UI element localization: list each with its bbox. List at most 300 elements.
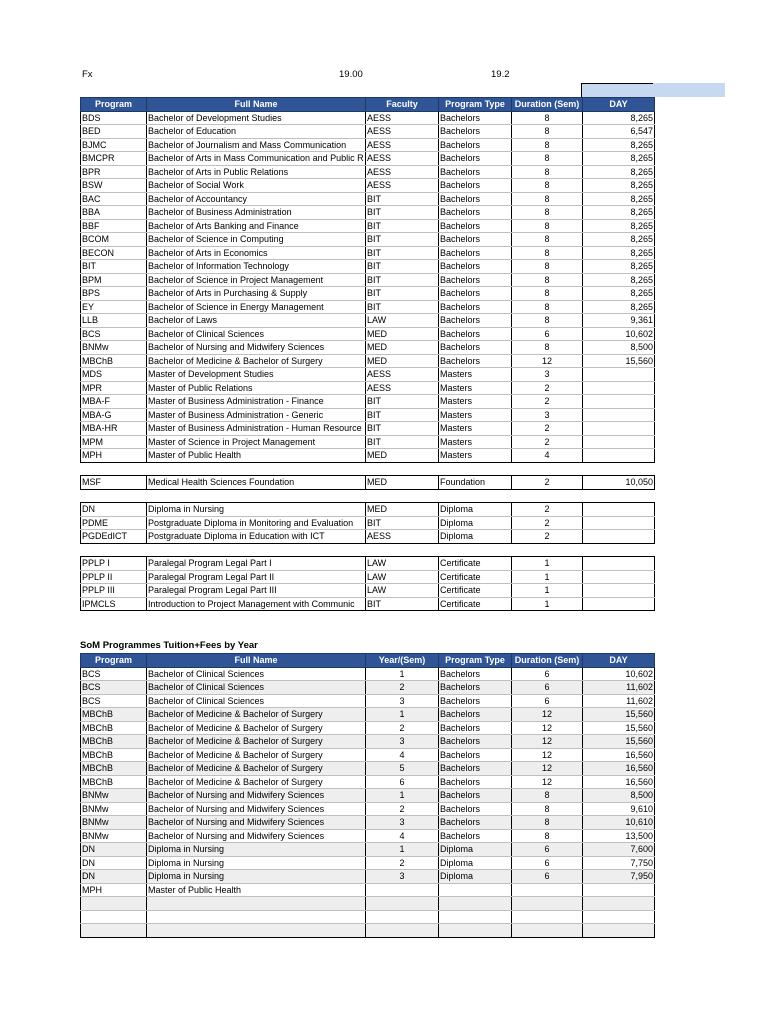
- cell-day-fee[interactable]: [583, 516, 655, 530]
- cell-program-code[interactable]: MBChB: [81, 708, 147, 722]
- cell-day-fee[interactable]: 15,560: [583, 721, 655, 735]
- cell-duration[interactable]: 12: [512, 775, 583, 789]
- cell-duration[interactable]: 1: [512, 557, 583, 571]
- cell-program-code[interactable]: MPM: [81, 435, 147, 449]
- programs-header-program-type[interactable]: Program Type: [439, 98, 512, 112]
- cell-day-fee[interactable]: 13,500: [583, 829, 655, 843]
- cell-program-type[interactable]: Bachelors: [439, 802, 512, 816]
- cell-col3[interactable]: [366, 883, 439, 897]
- cell-full-name[interactable]: Bachelor of Arts in Public Relations: [147, 165, 366, 179]
- cell-full-name[interactable]: Introduction to Project Management with Communic: [147, 597, 366, 611]
- cell-day-fee[interactable]: 7,600: [583, 843, 655, 857]
- cell-col3[interactable]: 1: [366, 843, 439, 857]
- som-header-col3[interactable]: Year/(Sem): [366, 654, 439, 668]
- som-header-duration[interactable]: Duration (Sem): [512, 654, 583, 668]
- cell-day-fee[interactable]: [583, 422, 655, 436]
- cell-full-name[interactable]: Diploma in Nursing: [147, 843, 366, 857]
- cell-program-code[interactable]: MBChB: [81, 354, 147, 368]
- cell-program-code[interactable]: MPH: [81, 883, 147, 897]
- fx-rate-1[interactable]: 19.00: [339, 69, 363, 80]
- cell-duration[interactable]: 12: [512, 735, 583, 749]
- cell-col3[interactable]: BIT: [366, 300, 439, 314]
- cell-day-fee[interactable]: 8,265: [583, 152, 655, 166]
- cell-day-fee[interactable]: 9,361: [583, 314, 655, 328]
- cell-day-fee[interactable]: 8,265: [583, 165, 655, 179]
- cell-duration[interactable]: 12: [512, 748, 583, 762]
- cell-col3[interactable]: 3: [366, 816, 439, 830]
- cell-day-fee[interactable]: 8,265: [583, 219, 655, 233]
- cell-full-name[interactable]: Master of Public Relations: [147, 381, 366, 395]
- cell-duration[interactable]: 8: [512, 125, 583, 139]
- cell-program-code[interactable]: BBF: [81, 219, 147, 233]
- cell-full-name[interactable]: Bachelor of Social Work: [147, 179, 366, 193]
- cell-col3[interactable]: 2: [366, 721, 439, 735]
- cell-program-code[interactable]: BJMC: [81, 138, 147, 152]
- cell-program-code[interactable]: BCS: [81, 667, 147, 681]
- programs-header-col3[interactable]: Faculty: [366, 98, 439, 112]
- cell-program-type[interactable]: Bachelors: [439, 111, 512, 125]
- cell-col3[interactable]: AESS: [366, 111, 439, 125]
- cell-full-name[interactable]: Bachelor of Nursing and Midwifery Sciences: [147, 789, 366, 803]
- cell-duration[interactable]: 8: [512, 816, 583, 830]
- cell-col3[interactable]: BIT: [366, 395, 439, 409]
- cell-col3[interactable]: LAW: [366, 314, 439, 328]
- cell-full-name[interactable]: Bachelor of Medicine & Bachelor of Surgery: [147, 775, 366, 789]
- cell-program-code[interactable]: PPLP I: [81, 557, 147, 571]
- cell-duration[interactable]: 8: [512, 300, 583, 314]
- cell-col3[interactable]: MED: [366, 341, 439, 355]
- programs-header-program-code[interactable]: Program: [81, 98, 147, 112]
- cell-program-code[interactable]: DN: [81, 503, 147, 517]
- cell-col3[interactable]: 1: [366, 789, 439, 803]
- cell-duration[interactable]: 2: [512, 422, 583, 436]
- cell-program-code[interactable]: [81, 924, 147, 938]
- cell-program-type[interactable]: Masters: [439, 449, 512, 463]
- cell-program-code[interactable]: BAC: [81, 192, 147, 206]
- cell-program-code[interactable]: DN: [81, 843, 147, 857]
- cell-duration[interactable]: [512, 924, 583, 938]
- cell-col3[interactable]: 2: [366, 681, 439, 695]
- cell-duration[interactable]: 8: [512, 287, 583, 301]
- cell-program-type[interactable]: Bachelors: [439, 327, 512, 341]
- cell-day-fee[interactable]: [583, 570, 655, 584]
- cell-day-fee[interactable]: 15,560: [583, 354, 655, 368]
- cell-program-type[interactable]: Bachelors: [439, 762, 512, 776]
- cell-program-code[interactable]: PGDEdICT: [81, 530, 147, 544]
- cell-day-fee[interactable]: [583, 557, 655, 571]
- cell-program-type[interactable]: Bachelors: [439, 165, 512, 179]
- cell-program-type[interactable]: Diploma: [439, 530, 512, 544]
- cell-program-type[interactable]: Masters: [439, 408, 512, 422]
- cell-full-name[interactable]: Master of Public Health: [147, 883, 366, 897]
- cell-program-code[interactable]: MPH: [81, 449, 147, 463]
- cell-full-name[interactable]: Bachelor of Development Studies: [147, 111, 366, 125]
- cell-duration[interactable]: 12: [512, 721, 583, 735]
- cell-program-code[interactable]: BCS: [81, 327, 147, 341]
- cell-program-code[interactable]: MBA-G: [81, 408, 147, 422]
- cell-duration[interactable]: 6: [512, 843, 583, 857]
- cell-col3[interactable]: AESS: [366, 179, 439, 193]
- cell-col3[interactable]: BIT: [366, 260, 439, 274]
- cell-full-name[interactable]: Bachelor of Science in Computing: [147, 233, 366, 247]
- cell-duration[interactable]: 8: [512, 233, 583, 247]
- cell-day-fee[interactable]: [583, 910, 655, 924]
- cell-col3[interactable]: MED: [366, 354, 439, 368]
- cell-col3[interactable]: 1: [366, 708, 439, 722]
- cell-program-code[interactable]: PPLP II: [81, 570, 147, 584]
- cell-program-type[interactable]: Bachelors: [439, 300, 512, 314]
- cell-duration[interactable]: 8: [512, 138, 583, 152]
- cell-duration[interactable]: 6: [512, 681, 583, 695]
- cell-col3[interactable]: AESS: [366, 381, 439, 395]
- cell-program-code[interactable]: MBChB: [81, 748, 147, 762]
- cell-duration[interactable]: 3: [512, 368, 583, 382]
- cell-col3[interactable]: 4: [366, 829, 439, 843]
- cell-program-type[interactable]: Masters: [439, 395, 512, 409]
- cell-program-type[interactable]: Bachelors: [439, 125, 512, 139]
- cell-program-type[interactable]: Diploma: [439, 870, 512, 884]
- cell-col3[interactable]: LAW: [366, 570, 439, 584]
- cell-program-type[interactable]: Certificate: [439, 570, 512, 584]
- cell-day-fee[interactable]: 8,265: [583, 192, 655, 206]
- cell-program-type[interactable]: Masters: [439, 422, 512, 436]
- cell-duration[interactable]: 8: [512, 260, 583, 274]
- cell-duration[interactable]: 8: [512, 341, 583, 355]
- cell-full-name[interactable]: Postgraduate Diploma in Monitoring and Evaluation: [147, 516, 366, 530]
- cell-duration[interactable]: 6: [512, 856, 583, 870]
- cell-full-name[interactable]: Bachelor of Science in Project Management: [147, 273, 366, 287]
- cell-program-code[interactable]: MPR: [81, 381, 147, 395]
- cell-program-code[interactable]: LLB: [81, 314, 147, 328]
- cell-duration[interactable]: 8: [512, 152, 583, 166]
- cell-program-type[interactable]: Bachelors: [439, 341, 512, 355]
- cell-day-fee[interactable]: 8,265: [583, 111, 655, 125]
- cell-program-code[interactable]: BNMw: [81, 341, 147, 355]
- cell-day-fee[interactable]: 7,950: [583, 870, 655, 884]
- cell-duration[interactable]: 8: [512, 789, 583, 803]
- cell-full-name[interactable]: Bachelor of Medicine & Bachelor of Surgery: [147, 721, 366, 735]
- cell-program-type[interactable]: [439, 883, 512, 897]
- cell-duration[interactable]: [512, 910, 583, 924]
- cell-day-fee[interactable]: [583, 449, 655, 463]
- cell-program-type[interactable]: Certificate: [439, 584, 512, 598]
- cell-program-code[interactable]: [81, 910, 147, 924]
- cell-full-name[interactable]: Bachelor of Arts Banking and Finance: [147, 219, 366, 233]
- cell-program-type[interactable]: Bachelors: [439, 219, 512, 233]
- cell-program-code[interactable]: MBChB: [81, 775, 147, 789]
- cell-program-code[interactable]: BPM: [81, 273, 147, 287]
- fx-rate-2[interactable]: 19.2: [491, 69, 510, 80]
- cell-program-type[interactable]: Bachelors: [439, 152, 512, 166]
- cell-day-fee[interactable]: 10,050: [583, 476, 655, 490]
- cell-program-code[interactable]: BIT: [81, 260, 147, 274]
- cell-day-fee[interactable]: 8,265: [583, 300, 655, 314]
- cell-duration[interactable]: [512, 883, 583, 897]
- som-header-day-fee[interactable]: DAY: [583, 654, 655, 668]
- cell-day-fee[interactable]: [583, 584, 655, 598]
- cell-col3[interactable]: LAW: [366, 584, 439, 598]
- cell-full-name[interactable]: Medical Health Sciences Foundation: [147, 476, 366, 490]
- cell-day-fee[interactable]: 8,265: [583, 260, 655, 274]
- cell-day-fee[interactable]: [583, 503, 655, 517]
- cell-day-fee[interactable]: 11,602: [583, 681, 655, 695]
- cell-full-name[interactable]: Bachelor of Medicine & Bachelor of Surgery: [147, 354, 366, 368]
- cell-full-name[interactable]: [147, 924, 366, 938]
- cell-day-fee[interactable]: 16,560: [583, 748, 655, 762]
- cell-day-fee[interactable]: 8,265: [583, 273, 655, 287]
- cell-program-code[interactable]: MBA-HR: [81, 422, 147, 436]
- cell-full-name[interactable]: Bachelor of Science in Energy Management: [147, 300, 366, 314]
- cell-full-name[interactable]: Bachelor of Nursing and Midwifery Sciences: [147, 341, 366, 355]
- cell-program-type[interactable]: Bachelors: [439, 748, 512, 762]
- cell-program-type[interactable]: Bachelors: [439, 735, 512, 749]
- cell-col3[interactable]: BIT: [366, 422, 439, 436]
- cell-col3[interactable]: BIT: [366, 597, 439, 611]
- cell-duration[interactable]: 8: [512, 802, 583, 816]
- cell-col3[interactable]: BIT: [366, 287, 439, 301]
- cell-duration[interactable]: 6: [512, 870, 583, 884]
- cell-day-fee[interactable]: 8,265: [583, 233, 655, 247]
- cell-duration[interactable]: [512, 897, 583, 911]
- cell-day-fee[interactable]: 10,602: [583, 667, 655, 681]
- cell-col3[interactable]: 2: [366, 802, 439, 816]
- cell-col3[interactable]: BIT: [366, 192, 439, 206]
- cell-full-name[interactable]: Paralegal Program Legal Part III: [147, 584, 366, 598]
- cell-full-name[interactable]: Bachelor of Education: [147, 125, 366, 139]
- cell-full-name[interactable]: Bachelor of Clinical Sciences: [147, 681, 366, 695]
- cell-program-type[interactable]: Bachelors: [439, 260, 512, 274]
- cell-program-code[interactable]: BDS: [81, 111, 147, 125]
- cell-program-code[interactable]: BMCPR: [81, 152, 147, 166]
- cell-col3[interactable]: MED: [366, 327, 439, 341]
- cell-program-code[interactable]: BED: [81, 125, 147, 139]
- cell-col3[interactable]: [366, 910, 439, 924]
- cell-duration[interactable]: 1: [512, 584, 583, 598]
- cell-col3[interactable]: [366, 924, 439, 938]
- cell-program-code[interactable]: BNMw: [81, 829, 147, 843]
- cell-full-name[interactable]: Paralegal Program Legal Part I: [147, 557, 366, 571]
- cell-day-fee[interactable]: 9,610: [583, 802, 655, 816]
- cell-program-code[interactable]: BPR: [81, 165, 147, 179]
- cell-full-name[interactable]: Master of Development Studies: [147, 368, 366, 382]
- som-header-full-name[interactable]: Full Name: [147, 654, 366, 668]
- cell-program-code[interactable]: BNMw: [81, 816, 147, 830]
- cell-duration[interactable]: 12: [512, 762, 583, 776]
- cell-program-type[interactable]: Bachelors: [439, 681, 512, 695]
- cell-col3[interactable]: MED: [366, 449, 439, 463]
- cell-col3[interactable]: BIT: [366, 435, 439, 449]
- som-header-program-code[interactable]: Program: [81, 654, 147, 668]
- cell-day-fee[interactable]: [583, 395, 655, 409]
- cell-day-fee[interactable]: 16,560: [583, 775, 655, 789]
- cell-full-name[interactable]: Bachelor of Nursing and Midwifery Sciences: [147, 802, 366, 816]
- cell-col3[interactable]: 4: [366, 748, 439, 762]
- cell-program-type[interactable]: Bachelors: [439, 816, 512, 830]
- cell-program-code[interactable]: EY: [81, 300, 147, 314]
- cell-col3[interactable]: BIT: [366, 408, 439, 422]
- cell-duration[interactable]: 8: [512, 111, 583, 125]
- cell-col3[interactable]: MED: [366, 476, 439, 490]
- cell-program-type[interactable]: Certificate: [439, 597, 512, 611]
- cell-full-name[interactable]: Bachelor of Arts in Economics: [147, 246, 366, 260]
- cell-program-code[interactable]: MBA-F: [81, 395, 147, 409]
- cell-program-type[interactable]: Bachelors: [439, 775, 512, 789]
- cell-program-code[interactable]: DN: [81, 870, 147, 884]
- cell-day-fee[interactable]: [583, 530, 655, 544]
- cell-col3[interactable]: AESS: [366, 125, 439, 139]
- cell-program-type[interactable]: Bachelors: [439, 138, 512, 152]
- cell-program-type[interactable]: Masters: [439, 368, 512, 382]
- cell-duration[interactable]: 2: [512, 516, 583, 530]
- cell-duration[interactable]: 1: [512, 570, 583, 584]
- cell-day-fee[interactable]: 15,560: [583, 708, 655, 722]
- cell-program-code[interactable]: BNMw: [81, 802, 147, 816]
- cell-duration[interactable]: 6: [512, 667, 583, 681]
- cell-col3[interactable]: 3: [366, 735, 439, 749]
- cell-program-type[interactable]: Bachelors: [439, 287, 512, 301]
- cell-day-fee[interactable]: 8,265: [583, 138, 655, 152]
- cell-col3[interactable]: MED: [366, 503, 439, 517]
- cell-program-type[interactable]: [439, 924, 512, 938]
- cell-program-code[interactable]: PDME: [81, 516, 147, 530]
- cell-day-fee[interactable]: 8,265: [583, 206, 655, 220]
- cell-program-type[interactable]: Bachelors: [439, 789, 512, 803]
- cell-col3[interactable]: 1: [366, 667, 439, 681]
- cell-col3[interactable]: AESS: [366, 152, 439, 166]
- cell-day-fee[interactable]: [583, 883, 655, 897]
- cell-full-name[interactable]: Master of Business Administration - Human Resource: [147, 422, 366, 436]
- cell-full-name[interactable]: Bachelor of Accountancy: [147, 192, 366, 206]
- cell-full-name[interactable]: Bachelor of Laws: [147, 314, 366, 328]
- cell-full-name[interactable]: Bachelor of Clinical Sciences: [147, 694, 366, 708]
- cell-program-type[interactable]: Certificate: [439, 557, 512, 571]
- cell-duration[interactable]: 12: [512, 708, 583, 722]
- cell-program-code[interactable]: DN: [81, 856, 147, 870]
- cell-program-type[interactable]: Bachelors: [439, 667, 512, 681]
- cell-day-fee[interactable]: [583, 924, 655, 938]
- cell-program-type[interactable]: Diploma: [439, 516, 512, 530]
- cell-full-name[interactable]: [147, 897, 366, 911]
- cell-program-code[interactable]: BECON: [81, 246, 147, 260]
- cell-program-code[interactable]: BNMw: [81, 789, 147, 803]
- cell-col3[interactable]: 5: [366, 762, 439, 776]
- cell-full-name[interactable]: Diploma in Nursing: [147, 503, 366, 517]
- cell-full-name[interactable]: Master of Science in Project Management: [147, 435, 366, 449]
- cell-duration[interactable]: 12: [512, 354, 583, 368]
- cell-program-type[interactable]: Bachelors: [439, 721, 512, 735]
- cell-program-type[interactable]: Bachelors: [439, 246, 512, 260]
- cell-program-code[interactable]: BSW: [81, 179, 147, 193]
- cell-program-type[interactable]: [439, 897, 512, 911]
- cell-day-fee[interactable]: 11,602: [583, 694, 655, 708]
- cell-duration[interactable]: 8: [512, 165, 583, 179]
- cell-day-fee[interactable]: [583, 368, 655, 382]
- cell-program-code[interactable]: MBChB: [81, 735, 147, 749]
- cell-col3[interactable]: BIT: [366, 219, 439, 233]
- cell-duration[interactable]: 6: [512, 694, 583, 708]
- cell-program-type[interactable]: Bachelors: [439, 233, 512, 247]
- cell-duration[interactable]: 8: [512, 246, 583, 260]
- cell-col3[interactable]: [366, 897, 439, 911]
- cell-duration[interactable]: 8: [512, 219, 583, 233]
- programs-header-full-name[interactable]: Full Name: [147, 98, 366, 112]
- cell-full-name[interactable]: Bachelor of Arts in Purchasing & Supply: [147, 287, 366, 301]
- cell-full-name[interactable]: Master of Business Administration - Generic: [147, 408, 366, 422]
- cell-full-name[interactable]: Bachelor of Medicine & Bachelor of Surgery: [147, 735, 366, 749]
- cell-full-name[interactable]: Bachelor of Business Administration: [147, 206, 366, 220]
- cell-full-name[interactable]: Bachelor of Medicine & Bachelor of Surgery: [147, 748, 366, 762]
- cell-program-type[interactable]: Bachelors: [439, 314, 512, 328]
- cell-duration[interactable]: 2: [512, 503, 583, 517]
- cell-full-name[interactable]: Bachelor of Medicine & Bachelor of Surgery: [147, 762, 366, 776]
- cell-col3[interactable]: BIT: [366, 273, 439, 287]
- cell-full-name[interactable]: Postgraduate Diploma in Education with ICT: [147, 530, 366, 544]
- cell-program-type[interactable]: Bachelors: [439, 354, 512, 368]
- cell-day-fee[interactable]: 8,265: [583, 287, 655, 301]
- cell-duration[interactable]: 2: [512, 476, 583, 490]
- som-header-program-type[interactable]: Program Type: [439, 654, 512, 668]
- cell-full-name[interactable]: Bachelor of Journalism and Mass Communication: [147, 138, 366, 152]
- cell-program-type[interactable]: Foundation: [439, 476, 512, 490]
- cell-duration[interactable]: 8: [512, 192, 583, 206]
- cell-program-code[interactable]: BPS: [81, 287, 147, 301]
- cell-program-code[interactable]: PPLP III: [81, 584, 147, 598]
- cell-day-fee[interactable]: [583, 408, 655, 422]
- cell-col3[interactable]: BIT: [366, 233, 439, 247]
- cell-program-type[interactable]: Diploma: [439, 843, 512, 857]
- cell-full-name[interactable]: Bachelor of Information Technology: [147, 260, 366, 274]
- cell-duration[interactable]: 8: [512, 829, 583, 843]
- cell-day-fee[interactable]: 8,265: [583, 246, 655, 260]
- programs-header-duration[interactable]: Duration (Sem): [512, 98, 583, 112]
- cell-day-fee[interactable]: 7,750: [583, 856, 655, 870]
- cell-col3[interactable]: 2: [366, 856, 439, 870]
- cell-col3[interactable]: 3: [366, 694, 439, 708]
- cell-full-name[interactable]: Bachelor of Clinical Sciences: [147, 327, 366, 341]
- cell-duration[interactable]: 2: [512, 381, 583, 395]
- cell-program-code[interactable]: BCS: [81, 681, 147, 695]
- cell-day-fee[interactable]: [583, 897, 655, 911]
- cell-program-code[interactable]: MDS: [81, 368, 147, 382]
- cell-day-fee[interactable]: 15,560: [583, 735, 655, 749]
- cell-program-type[interactable]: Masters: [439, 435, 512, 449]
- cell-day-fee[interactable]: [583, 435, 655, 449]
- cell-full-name[interactable]: Master of Public Health: [147, 449, 366, 463]
- cell-program-code[interactable]: MBChB: [81, 721, 147, 735]
- cell-program-type[interactable]: Diploma: [439, 503, 512, 517]
- cell-program-type[interactable]: Bachelors: [439, 179, 512, 193]
- cell-col3[interactable]: 6: [366, 775, 439, 789]
- cell-full-name[interactable]: Master of Business Administration - Finance: [147, 395, 366, 409]
- cell-program-type[interactable]: [439, 910, 512, 924]
- cell-program-code[interactable]: [81, 897, 147, 911]
- cell-program-type[interactable]: Bachelors: [439, 829, 512, 843]
- cell-duration[interactable]: 2: [512, 395, 583, 409]
- cell-day-fee[interactable]: 6,547: [583, 125, 655, 139]
- cell-full-name[interactable]: Bachelor of Arts in Mass Communication and Public R: [148, 153, 364, 164]
- cell-col3[interactable]: LAW: [366, 557, 439, 571]
- cell-program-code[interactable]: MBChB: [81, 762, 147, 776]
- cell-day-fee[interactable]: 8,500: [583, 341, 655, 355]
- cell-full-name[interactable]: Paralegal Program Legal Part II: [147, 570, 366, 584]
- cell-day-fee[interactable]: 8,265: [583, 179, 655, 193]
- cell-full-name[interactable]: Bachelor of Clinical Sciences: [147, 667, 366, 681]
- cell-program-code[interactable]: BCOM: [81, 233, 147, 247]
- cell-duration[interactable]: 8: [512, 179, 583, 193]
- cell-program-code[interactable]: MSF: [81, 476, 147, 490]
- cell-col3[interactable]: BIT: [366, 206, 439, 220]
- cell-day-fee[interactable]: 10,610: [583, 816, 655, 830]
